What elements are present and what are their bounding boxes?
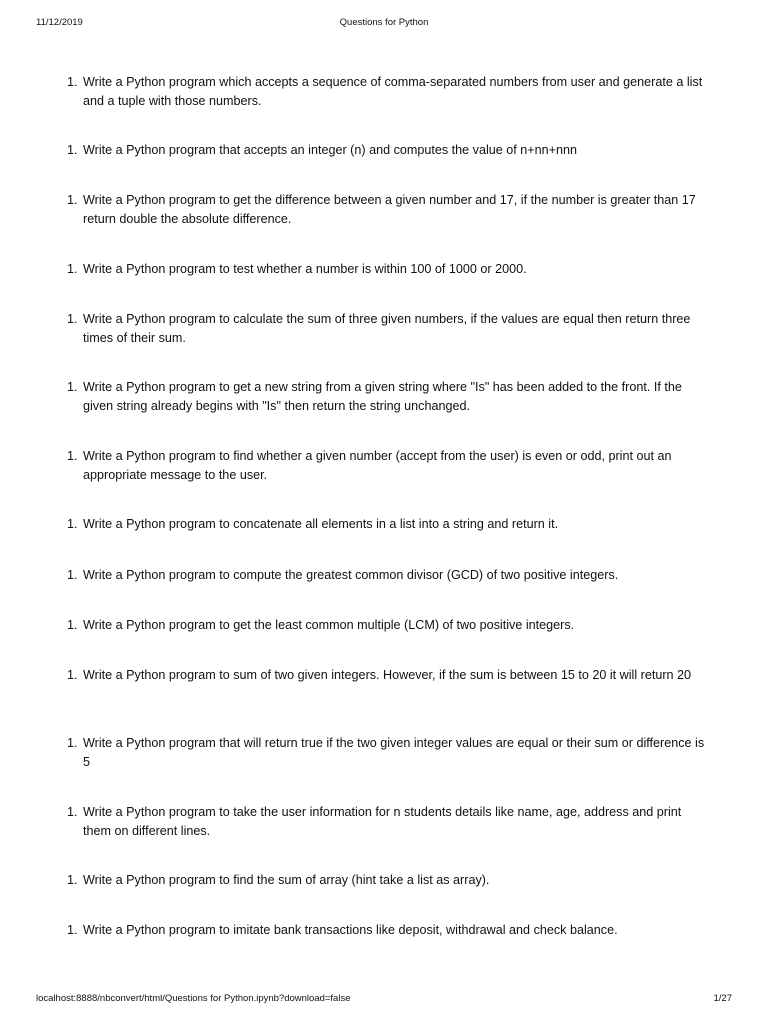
item-number: 1. <box>67 668 78 682</box>
list-item <box>67 734 707 771</box>
list-item <box>67 447 707 484</box>
list-item <box>67 616 707 635</box>
question-text: Write a Python program to find the sum of array (hint take a list as array). <box>83 873 490 887</box>
item-number: 1. <box>67 312 78 326</box>
list-item <box>67 666 707 685</box>
question-text: Write a Python program to concatenate all elements in a list into a string and return it. <box>83 517 559 531</box>
question-text: Write a Python program that will return true if the two given integer values are equal or their sum or difference is 5 <box>83 736 705 769</box>
list-item <box>67 515 707 534</box>
page-number: 1/27 <box>713 993 732 1004</box>
item-number: 1. <box>67 618 78 632</box>
question-text: Write a Python program to sum of two given integers. However, if the sum is between 15 to 20 it will return 20 <box>83 668 692 682</box>
page-header <box>36 17 732 31</box>
print-date: 11/12/2019 <box>36 17 83 28</box>
list-item <box>67 310 707 347</box>
question-text: Write a Python program to calculate the sum of three given numbers, if the values are equal then return three times of their sum. <box>83 312 691 345</box>
question-text: Write a Python program to compute the greatest common divisor (GCD) of two positive integers. <box>83 568 619 582</box>
question-text: Write a Python program to imitate bank transactions like deposit, withdrawal and check balance. <box>83 923 618 937</box>
question-text: Write a Python program to get a new string from a given string where "Is" has been added to the front. If the given string already begins with "Is" then return the string unchanged. <box>83 380 682 413</box>
item-number: 1. <box>67 380 78 394</box>
question-text: Write a Python program which accepts a sequence of comma-separated numbers from user and generate a list and a tuple with those numbers. <box>83 75 703 108</box>
item-number: 1. <box>67 143 78 157</box>
list-item <box>67 921 707 940</box>
list-item <box>67 566 707 585</box>
list-item <box>67 803 707 840</box>
question-text: Write a Python program that accepts an integer (n) and computes the value of n+nn+nnn <box>83 143 578 157</box>
page-footer <box>36 993 732 1007</box>
list-item <box>67 378 707 415</box>
list-item <box>67 191 707 228</box>
item-number: 1. <box>67 75 78 89</box>
item-number: 1. <box>67 449 78 463</box>
list-item <box>67 73 707 110</box>
question-text: Write a Python program to find whether a given number (accept from the user) is even or odd, print out an appropriate message to the user. <box>83 449 672 482</box>
item-number: 1. <box>67 262 78 276</box>
list-item <box>67 141 707 160</box>
question-text: Write a Python program to get the least common multiple (LCM) of two positive integers. <box>83 618 575 632</box>
page-title: Questions for Python <box>339 17 429 28</box>
list-item <box>67 260 707 279</box>
question-text: Write a Python program to get the difference between a given number and 17, if the number is greater than 17 return double the absolute difference. <box>83 193 696 226</box>
item-number: 1. <box>67 873 78 887</box>
question-text: Write a Python program to test whether a number is within 100 of 1000 or 2000. <box>83 262 527 276</box>
item-number: 1. <box>67 736 78 750</box>
question-text: Write a Python program to take the user information for n students details like name, age, address and print them on different lines. <box>83 805 682 838</box>
item-number: 1. <box>67 923 78 937</box>
item-number: 1. <box>67 193 78 207</box>
source-url: localhost:8888/nbconvert/html/Questions for Python.ipynb?download=false <box>36 993 351 1004</box>
item-number: 1. <box>67 517 78 531</box>
item-number: 1. <box>67 568 78 582</box>
item-number: 1. <box>67 805 78 819</box>
list-item <box>67 871 707 890</box>
